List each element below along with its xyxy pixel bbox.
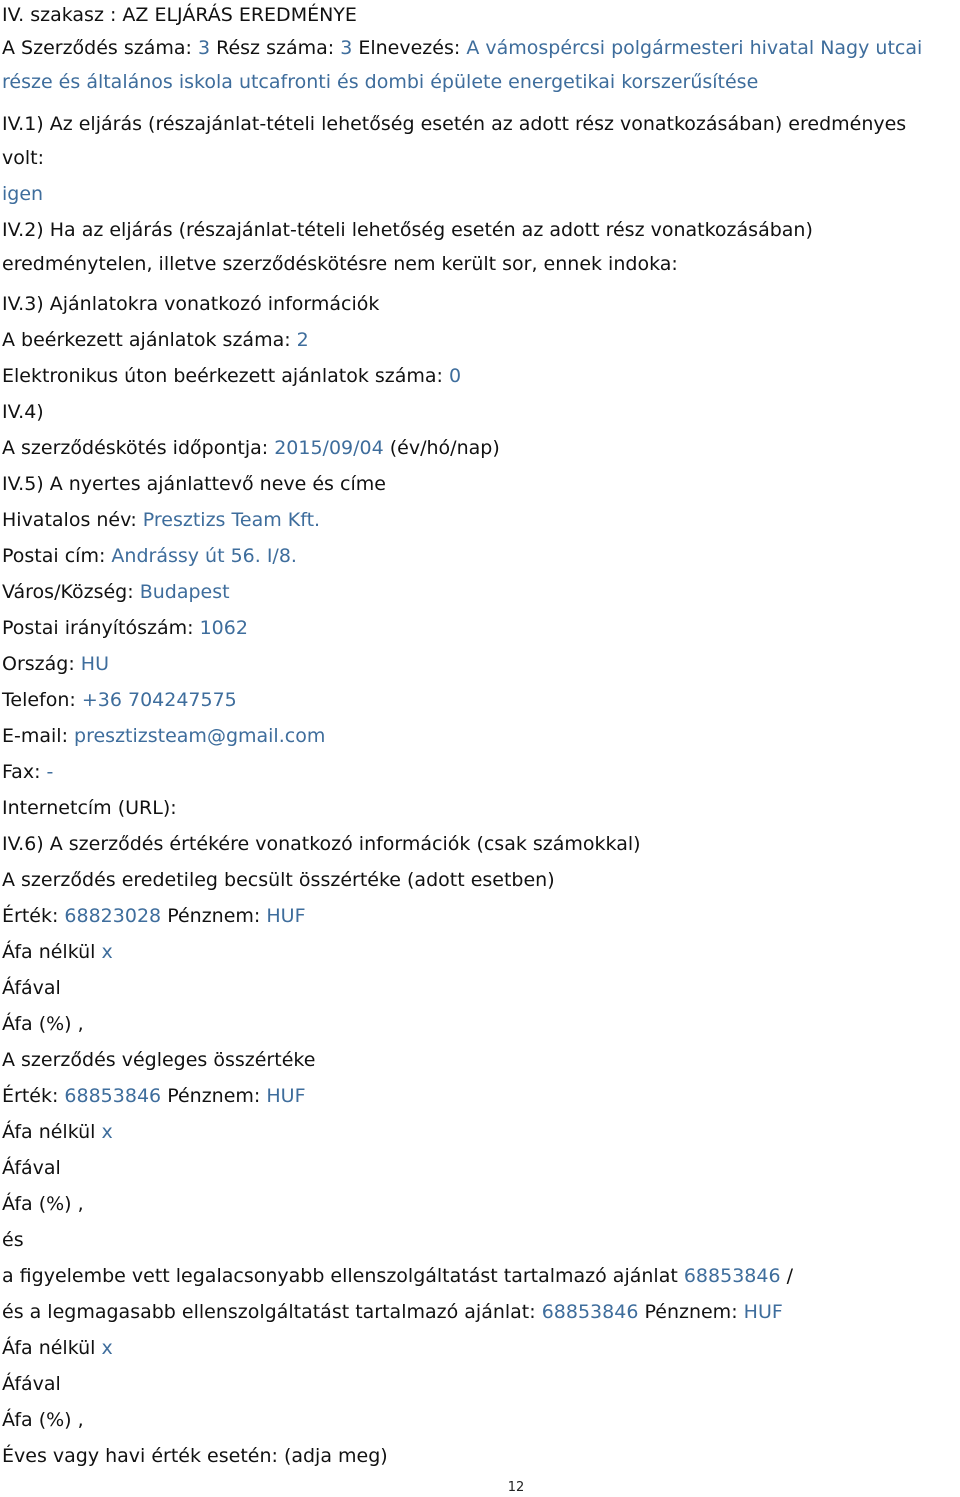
winner-name-row <box>2 502 950 538</box>
lowest-offer-value: 68853846 <box>683 1265 781 1287</box>
iv3-heading: IV.3) Ajánlatokra vonatkozó információk <box>2 293 380 315</box>
winner-url-label: Internetcím (URL): <box>2 797 177 819</box>
winner-address-label: Postai cím: <box>2 545 106 567</box>
estimated-heading: A szerződés eredetileg becsült összértéke (adott esetben) <box>2 869 555 891</box>
estimated-value-label: Érték: <box>2 905 59 927</box>
winner-fax-row <box>2 754 950 790</box>
contract-info <box>2 30 950 106</box>
winner-country-label: Ország: <box>2 653 75 675</box>
slash-separator: / <box>786 1265 794 1287</box>
winner-postcode: 1062 <box>199 617 248 639</box>
iv1-result: igen <box>2 183 44 205</box>
estimated-net-label: Áfa nélkül <box>2 941 96 963</box>
offers-count: 2 <box>296 329 309 351</box>
winner-phone-row <box>2 682 950 718</box>
range-net-row <box>2 1330 950 1366</box>
winner-name: Presztizs Team Kft. <box>142 509 321 531</box>
range-net-label: Áfa nélkül <box>2 1337 96 1359</box>
lowest-offer-row <box>2 1258 950 1294</box>
contract-date-label: A szerződéskötés időpontja: <box>2 437 269 459</box>
estimated-net-row <box>2 934 950 970</box>
estimated-value-row <box>2 898 950 934</box>
final-value: 68853846 <box>64 1085 162 1107</box>
range-gross-label: Áfával <box>2 1373 61 1395</box>
winner-phone-label: Telefon: <box>2 689 76 711</box>
iv1-value <box>2 176 950 212</box>
estimated-value: 68823028 <box>64 905 162 927</box>
offers-count-label: A beérkezett ajánlatok száma: <box>2 329 291 351</box>
electronic-offers-label: Elektronikus úton beérkezett ajánlatok száma: <box>2 365 443 387</box>
electronic-offers-row <box>2 358 950 394</box>
final-value-label: Érték: <box>2 1085 59 1107</box>
contract-number: 3 <box>197 37 211 59</box>
final-net-row <box>2 1114 950 1150</box>
winner-country-row <box>2 646 950 682</box>
winner-city-label: Város/Község: <box>2 581 134 603</box>
estimated-net-mark: x <box>101 941 113 963</box>
part-number: 3 <box>340 37 353 59</box>
range-net-mark: x <box>101 1337 113 1359</box>
contract-date: 2015/09/04 <box>274 437 384 459</box>
contract-name-label: Elnevezés: <box>358 37 461 59</box>
annual-value-label: Éves vagy havi érték esetén: (adja meg) <box>2 1445 388 1467</box>
range-vat-label: Áfa (%) , <box>2 1409 84 1431</box>
winner-email: presztizsteam@gmail.com <box>74 725 326 747</box>
final-gross-label: Áfával <box>2 1157 61 1179</box>
iv4-heading: IV.4) <box>2 401 44 423</box>
offers-count-row <box>2 322 950 358</box>
winner-phone: +36 704247575 <box>81 689 237 711</box>
winner-address-row <box>2 538 950 574</box>
contract-name: A vámospércsi polgármesteri hivatal Nagy utcai része és általános iskola utcafronti és dombi épülete energetikai korszerűsítése <box>2 37 923 93</box>
page-number: 12 <box>507 1480 525 1495</box>
final-net-mark: x <box>101 1121 113 1143</box>
highest-offer-row <box>2 1294 950 1330</box>
final-vat-label: Áfa (%) , <box>2 1193 84 1215</box>
highest-currency-label: Pénznem: <box>644 1301 738 1323</box>
estimated-currency-label: Pénznem: <box>167 905 261 927</box>
section-title: IV. szakasz : AZ ELJÁRÁS EREDMÉNYE <box>2 4 357 26</box>
iv5-heading: IV.5) A nyertes ajánlattevő neve és címe <box>2 473 386 495</box>
final-value-row <box>2 1078 950 1114</box>
electronic-offers-count: 0 <box>449 365 462 387</box>
winner-fax: - <box>46 761 54 783</box>
winner-postcode-row <box>2 610 950 646</box>
estimated-currency: HUF <box>266 905 306 927</box>
highest-offer-label: és a legmagasabb ellenszolgáltatást tartalmazó ajánlat: <box>2 1301 536 1323</box>
part-number-label: Rész száma: <box>216 37 335 59</box>
iv6-heading: IV.6) A szerződés értékére vonatkozó információk (csak számokkal) <box>2 833 641 855</box>
contract-date-format: (év/hó/nap) <box>389 437 500 459</box>
and-label: és <box>2 1229 24 1251</box>
iv1-heading: IV.1) Az eljárás (részajánlat-tételi lehetőség esetén az adott rész vonatkozásában) eredményes volt: <box>2 113 907 169</box>
contract-date-row <box>2 430 950 466</box>
highest-currency: HUF <box>743 1301 783 1323</box>
winner-city: Budapest <box>139 581 230 603</box>
winner-city-row <box>2 574 950 610</box>
winner-country: HU <box>80 653 109 675</box>
final-heading: A szerződés végleges összértéke <box>2 1049 316 1071</box>
final-net-label: Áfa nélkül <box>2 1121 96 1143</box>
lowest-offer-label: a figyelembe vett legalacsonyabb ellenszolgáltatást tartalmazó ajánlat <box>2 1265 678 1287</box>
final-currency-label: Pénznem: <box>167 1085 261 1107</box>
winner-email-label: E-mail: <box>2 725 68 747</box>
winner-fax-label: Fax: <box>2 761 41 783</box>
iv2-heading: IV.2) Ha az eljárás (részajánlat-tételi lehetőség esetén az adott rész vonatkozásában) eredménytelen, illetve szerződéskötésre nem került sor, ennek indoka: <box>2 219 813 275</box>
estimated-vat-label: Áfa (%) , <box>2 1013 84 1035</box>
highest-offer-value: 68853846 <box>541 1301 639 1323</box>
winner-email-row <box>2 718 950 754</box>
estimated-gross-label: Áfával <box>2 977 61 999</box>
winner-address: Andrássy út 56. I/8. <box>111 545 297 567</box>
winner-name-label: Hivatalos név: <box>2 509 137 531</box>
final-currency: HUF <box>266 1085 306 1107</box>
contract-number-label: A Szerződés száma: <box>2 37 192 59</box>
winner-postcode-label: Postai irányítószám: <box>2 617 194 639</box>
